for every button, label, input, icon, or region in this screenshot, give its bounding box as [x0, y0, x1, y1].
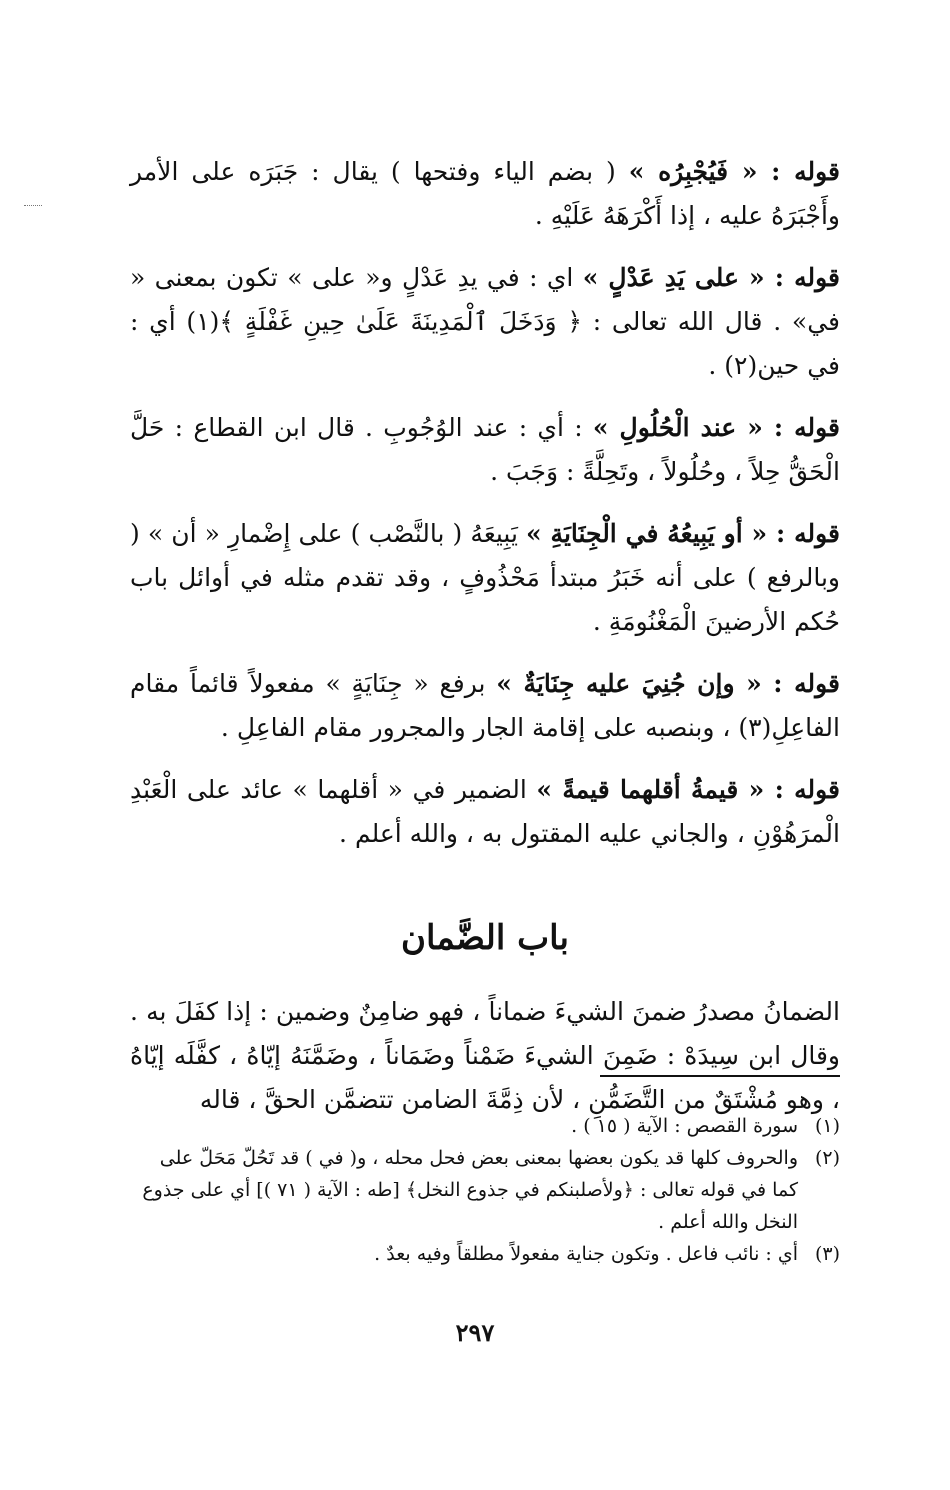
paragraph-text: : أي : عند الوُجُوبِ . قال ابن القطاع : حَلَّ الْحَقُّ حِلاً ، وحُلُولاً ، وتَحِلَّةً : وَجَبَ . [130, 413, 840, 486]
paragraph-lead: قوله : « على يَدِ عَدْلٍ » [582, 263, 840, 292]
footnote-number: (١) [814, 1115, 840, 1137]
footnote-divider [600, 1075, 840, 1077]
paragraph-text: ( بضم الياء وفتحها ) يقال : جَبَرَه على الأمر وأَجْبَرَهُ عليه ، إذا أَكْرَهَهُ عَلَيْهِ . [130, 157, 840, 230]
page-number: ٢٩٧ [455, 1318, 495, 1347]
footnote-text: والحروف كلها قد يكون بعضها بمعنى بعض فحل محله ، و( في ) قد تَحُلّ مَحَلّ على كما في قوله تعالى : ﴿ولأصلبنكم في جذوع النخل﴾ [طه : الآية ( ٧١ )] أي على جذوع النخل والله أعلم . [142, 1147, 798, 1233]
footnote-text: سورة القصص : الآية ( ١٥ ) . [571, 1115, 798, 1137]
footnote [130, 1238, 840, 1270]
main-text [130, 150, 840, 1140]
section-title: باب الضَّمان [401, 918, 569, 958]
paragraph [130, 256, 840, 388]
paragraph-text: اي : في يدِ عَدْلٍ و« على » تكون بمعنى « في» . قال الله تعالى : ﴿ وَدَخَلَ ٱلْمَدِينَةَ عَلَىٰ حِينِ غَفْلَةٍ ﴾(١) أي : في حين(٢) . [130, 263, 840, 380]
paragraph-lead: قوله : « أو يَبِيعُهُ في الْجِنَايَةِ » [526, 519, 840, 548]
paragraph-lead: قوله : « وإن جُنِيَ عليه جِنَايَةٌ » [496, 669, 840, 698]
paragraph [130, 406, 840, 494]
paragraph [130, 768, 840, 856]
footnote [130, 1142, 840, 1238]
paragraph [130, 662, 840, 750]
paragraph-lead: قوله : « قيمةُ أقلهما قيمةً » [536, 775, 840, 804]
footnotes [130, 1110, 840, 1270]
footnote-number: (٢) [814, 1147, 840, 1169]
footnote-text: أي : نائب فاعل . وتكون جناية مفعولاً مطلقاً وفيه بعدٌ . [374, 1243, 798, 1265]
paragraph-text: الضمير في « أقلهما » عائد على الْعَبْدِ الْمرَهُوْنِ ، والجاني عليه المقتول به ، والله أعلم . [130, 775, 840, 848]
footnote-number: (٣) [814, 1243, 840, 1265]
paragraph [130, 512, 840, 644]
paragraph-text: يَبِيعَهُ ( بالنَّصْب ) على إِضْمارِ « أن » ( وبالرفع ) على أنه خَبَرُ مبتدأ مَحْذُوفٍ ، وقد تقدم مثله في أوائل باب حُكم الأرضينَ الْمَغْنُومَةِ . [130, 519, 840, 636]
margin-mark [24, 205, 42, 206]
section-paragraph: الضمانُ مصدرُ ضمنَ الشيءَ ضماناً ، فهو ضامِنٌ وضمين : إذا كفَلَ به . وقال ابن سِيدَهْ : ضَمِنَ الشيءَ ضَمْناً وضَمَاناً ، وضَمَّنَهُ إيّاهُ ، كفَّلَه إيّاهُ ، وهو مُشْتَقٌ من التَّضَمُّنِ ، لأن ذِمَّةَ الضامن تتضمَّن الحقَّ ، قاله [130, 997, 840, 1114]
paragraph-lead: قوله : « فَيُجْبِرُه » [628, 157, 840, 186]
paragraph-lead: قوله : « عند الْحُلُولِ » [592, 413, 840, 442]
paragraph-text: برفع « جِنَايَةٍ » مفعولاً قائماً مقام الفاعِلِ(٣) ، وبنصبه على إقامة الجار والمجرور مقام الفاعِلِ . [130, 669, 840, 742]
footnote [130, 1110, 840, 1142]
paragraph [130, 150, 840, 238]
